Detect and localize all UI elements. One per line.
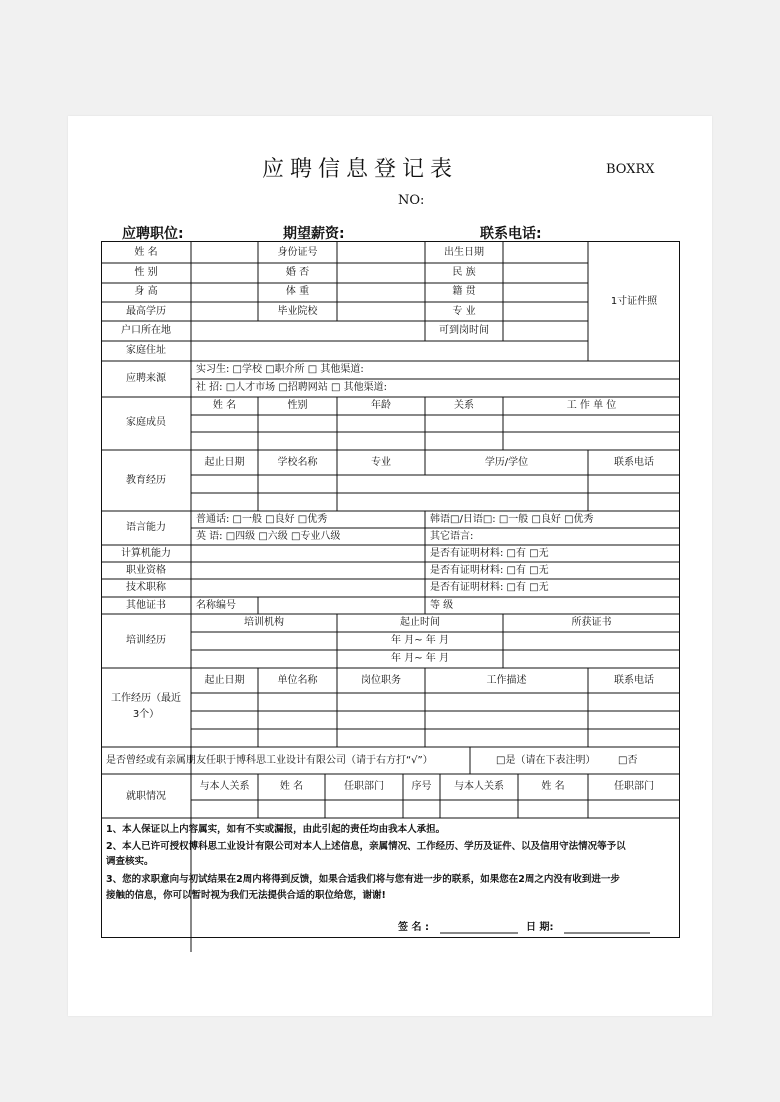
form-number-label: NO:: [398, 193, 425, 208]
work-col-period: 起止日期: [204, 675, 245, 686]
source-social-options[interactable]: 社 招: □人才市场 □招聘网站 □ 其他渠道:: [196, 382, 387, 393]
hukou-label: 户口所在地: [121, 325, 171, 336]
note-1: 1、本人保证以上内容属实，如有不实或漏报，由此引起的责任均由我本人承担。: [106, 824, 446, 835]
edu-col-phone: 联系电话: [614, 457, 654, 468]
relative-question: 是否曾经或有亲属朋友任职于博科思工业设计有限公司（请于右方打“√”）: [106, 755, 433, 766]
edu-col-degree: 学历/学位: [484, 457, 529, 468]
edu-col-period: 起止日期: [204, 457, 245, 468]
computer-label: 计算机能力: [121, 548, 171, 559]
family-label: 家庭成员: [126, 417, 166, 428]
form-code: BOXRX: [606, 162, 655, 177]
id-label: 身份证号: [277, 247, 318, 258]
qualification-label: 职业资格: [126, 565, 166, 576]
school-label: 毕业院校: [277, 306, 318, 317]
cert-name-label: 名称编号: [196, 600, 236, 611]
native-label: 籍 贯: [452, 286, 476, 297]
lang-mandarin-options[interactable]: 普通话: □一般 □良好 □优秀: [196, 514, 328, 525]
form-title: 应聘信息登记表: [262, 157, 459, 182]
relative-col-name: 姓 名: [279, 781, 304, 792]
home-label: 家庭住址: [126, 345, 166, 356]
computer-proof-options[interactable]: 是否有证明材料: □有 □无: [430, 548, 549, 559]
tech-title-label: 技术职称: [126, 582, 166, 593]
source-label: 应聘来源: [126, 373, 166, 384]
qualification-proof-options[interactable]: 是否有证明材料: □有 □无: [430, 565, 549, 576]
relative-col-dept: 任职部门: [344, 781, 384, 792]
edu-label: 教育经历: [126, 475, 166, 486]
photo-placeholder[interactable]: 1寸证件照: [610, 296, 658, 307]
education-label: 最高学历: [126, 306, 166, 317]
edu-col-school: 学校名称: [277, 457, 318, 468]
work-col-phone: 联系电话: [614, 675, 654, 686]
training-period-2: 年 月~ 年 月: [391, 653, 449, 664]
date-label: 日 期:: [526, 922, 554, 933]
phone-label: 联系电话:: [480, 226, 542, 242]
training-col-cert: 所获证书: [571, 617, 612, 628]
lang-korean-options[interactable]: 韩语□/日语□: □一般 □良好 □优秀: [430, 514, 594, 525]
birth-label: 出生日期: [444, 247, 484, 258]
training-col-org: 培训机构: [244, 617, 284, 628]
note-2: 2、本人已许可授权博科思工业设计有限公司对本人上述信息，亲属情况、工作经历、学历及证件、以及信用守法情况等予以: [106, 841, 626, 852]
note-3-continued: 接触的信息，你可以暂时视为我们无法提供合适的职位给您，谢谢!: [106, 890, 386, 901]
cert-grade-label: 等 级: [430, 600, 454, 611]
relative-col-name-2: 姓 名: [541, 781, 565, 792]
height-label: 身 高: [134, 286, 158, 297]
ethnic-label: 民 族: [452, 267, 476, 278]
relative-col-index: 序号: [411, 781, 432, 792]
relative-col-relation-2: 与本人关系: [454, 781, 504, 792]
position-label: 应聘职位:: [122, 226, 184, 242]
gender-label: 性 别: [134, 267, 158, 278]
salary-label: 期望薪资:: [283, 226, 345, 242]
family-col-relation: 关系: [454, 400, 474, 411]
training-col-period: 起止时间: [400, 617, 440, 628]
work-label: 工作经历（最近: [111, 693, 181, 704]
training-label: 培训经历: [126, 635, 166, 646]
family-col-age: 年龄: [371, 400, 391, 411]
tech-title-proof-options[interactable]: 是否有证明材料: □有 □无: [430, 582, 549, 593]
marriage-label: 婚 否: [285, 267, 310, 278]
family-col-gender: 性别: [287, 400, 308, 411]
name-label: 姓 名: [134, 247, 158, 258]
major-label: 专 业: [452, 306, 476, 317]
lang-other-label: 其它语言:: [430, 531, 474, 542]
work-label-count: 3个）: [132, 709, 160, 720]
family-col-employer: 工 作 单 位: [566, 400, 617, 411]
relative-label: 就职情况: [126, 791, 166, 802]
weight-label: 体 重: [285, 286, 310, 297]
edu-col-major: 专业: [371, 457, 391, 468]
relative-no-checkbox[interactable]: □否: [618, 755, 638, 766]
relative-col-dept-2: 任职部门: [614, 781, 654, 792]
work-col-company: 单位名称: [277, 675, 318, 686]
lang-label: 语言能力: [126, 522, 166, 533]
lang-english-options[interactable]: 英 语: □四级 □六级 □专业八级: [196, 531, 341, 542]
signature-label: 签 名 :: [398, 922, 429, 933]
note-2-continued: 调查核实。: [106, 856, 154, 867]
note-3: 3、您的求职意向与初试结果在2周内将得到反馈，如果合适我们将与您有进一步的联系，如果您在2周之内没有收到进一步: [106, 874, 620, 885]
relative-yes-checkbox[interactable]: □是（请在下表注明）: [496, 755, 596, 766]
source-intern-options[interactable]: 实习生: □学校 □职介所 □ 其他渠道:: [196, 364, 364, 375]
training-period-1: 年 月~ 年 月: [391, 635, 449, 646]
relative-col-relation: 与本人关系: [199, 781, 250, 792]
family-col-name: 姓 名: [212, 400, 237, 411]
arrival-label: 可到岗时间: [439, 325, 489, 336]
work-col-position: 岗位职务: [361, 675, 401, 686]
other-cert-label: 其他证书: [126, 600, 166, 611]
work-col-description: 工作描述: [486, 675, 527, 686]
